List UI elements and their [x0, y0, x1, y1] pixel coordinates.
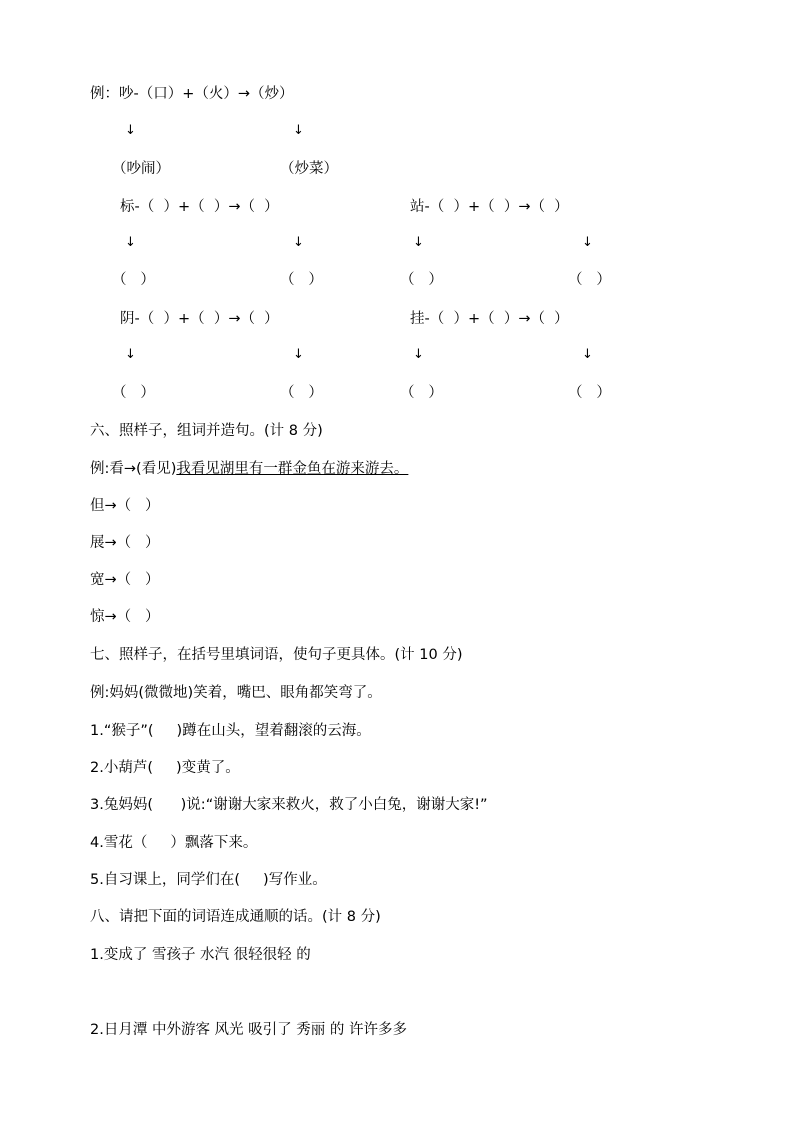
section7-item-3: 3.兔妈妈( )说:“谢谢大家来救火，救了小白兔，谢谢大家!” [90, 797, 488, 813]
section6-example-sentence: 我看见湖里有一群金鱼在游来游去。 [176, 461, 409, 477]
exercise-formula-1: 标-（ ）+（ ）→（ ） [120, 199, 279, 215]
section6-example-prefix: 例:看→(看见) [90, 461, 177, 477]
exercise-answer-1a: （ ） [112, 272, 155, 288]
section6-example [90, 459, 408, 479]
exercise-answer-1b: （ ） [280, 272, 323, 288]
down-arrow-icon: ↓ [125, 347, 136, 362]
section7-item-5: 5.自习课上，同学们在( )写作业。 [90, 872, 327, 888]
down-arrow-icon: ↓ [125, 235, 136, 250]
exercise-answer-4b: （ ） [568, 385, 611, 401]
example-word-left: （吵闹） [112, 161, 170, 177]
down-arrow-icon: ↓ [582, 347, 593, 362]
exercise-answer-4a: （ ） [400, 385, 443, 401]
section7-item-1: 1.“猴子”( )蹲在山头，望着翻滚的云海。 [90, 723, 371, 739]
exercise-answer-2a: （ ） [400, 272, 443, 288]
exercise-formula-4: 挂-（ ）+（ ）→（ ） [410, 311, 569, 327]
example-word-right: （炒菜） [280, 161, 338, 177]
down-arrow-icon: ↓ [413, 235, 424, 250]
exercise-formula-2: 站-（ ）+（ ）→（ ） [410, 199, 569, 215]
section6-item-4: 惊→（ ） [90, 609, 160, 625]
down-arrow-icon: ↓ [293, 347, 304, 362]
section6-title: 六、照样子，组词并造句。(计 8 分) [90, 423, 323, 439]
example-formula: 例：吵-（口）+（火）→（炒） [90, 86, 294, 102]
exercise-answer-2b: （ ） [568, 272, 611, 288]
section7-title: 七、照样子，在括号里填词语，使句子更具体。(计 10 分) [90, 647, 463, 663]
exercise-answer-3a: （ ） [112, 385, 155, 401]
down-arrow-icon: ↓ [293, 235, 304, 250]
section6-item-1: 但→（ ） [90, 498, 160, 514]
section6-item-2: 展→（ ） [90, 535, 160, 551]
section7-example: 例:妈妈(微微地)笑着，嘴巴、眼角都笑弯了。 [90, 685, 382, 701]
section8-title: 八、请把下面的词语连成通顺的话。(计 8 分) [90, 909, 381, 925]
section8-item-2: 2.日月潭 中外游客 风光 吸引了 秀丽 的 许许多多 [90, 1022, 407, 1038]
section8-item-1: 1.变成了 雪孩子 水汽 很轻很轻 的 [90, 947, 311, 963]
down-arrow-icon: ↓ [125, 123, 136, 138]
down-arrow-icon: ↓ [582, 235, 593, 250]
exercise-formula-3: 阴-（ ）+（ ）→（ ） [120, 311, 279, 327]
section6-item-3: 宽→（ ） [90, 572, 160, 588]
down-arrow-icon: ↓ [293, 123, 304, 138]
exercise-answer-3b: （ ） [280, 385, 323, 401]
section7-item-2: 2.小葫芦( )变黄了。 [90, 760, 240, 776]
down-arrow-icon: ↓ [413, 347, 424, 362]
section7-item-4: 4.雪花（ ）飘落下来。 [90, 835, 258, 851]
